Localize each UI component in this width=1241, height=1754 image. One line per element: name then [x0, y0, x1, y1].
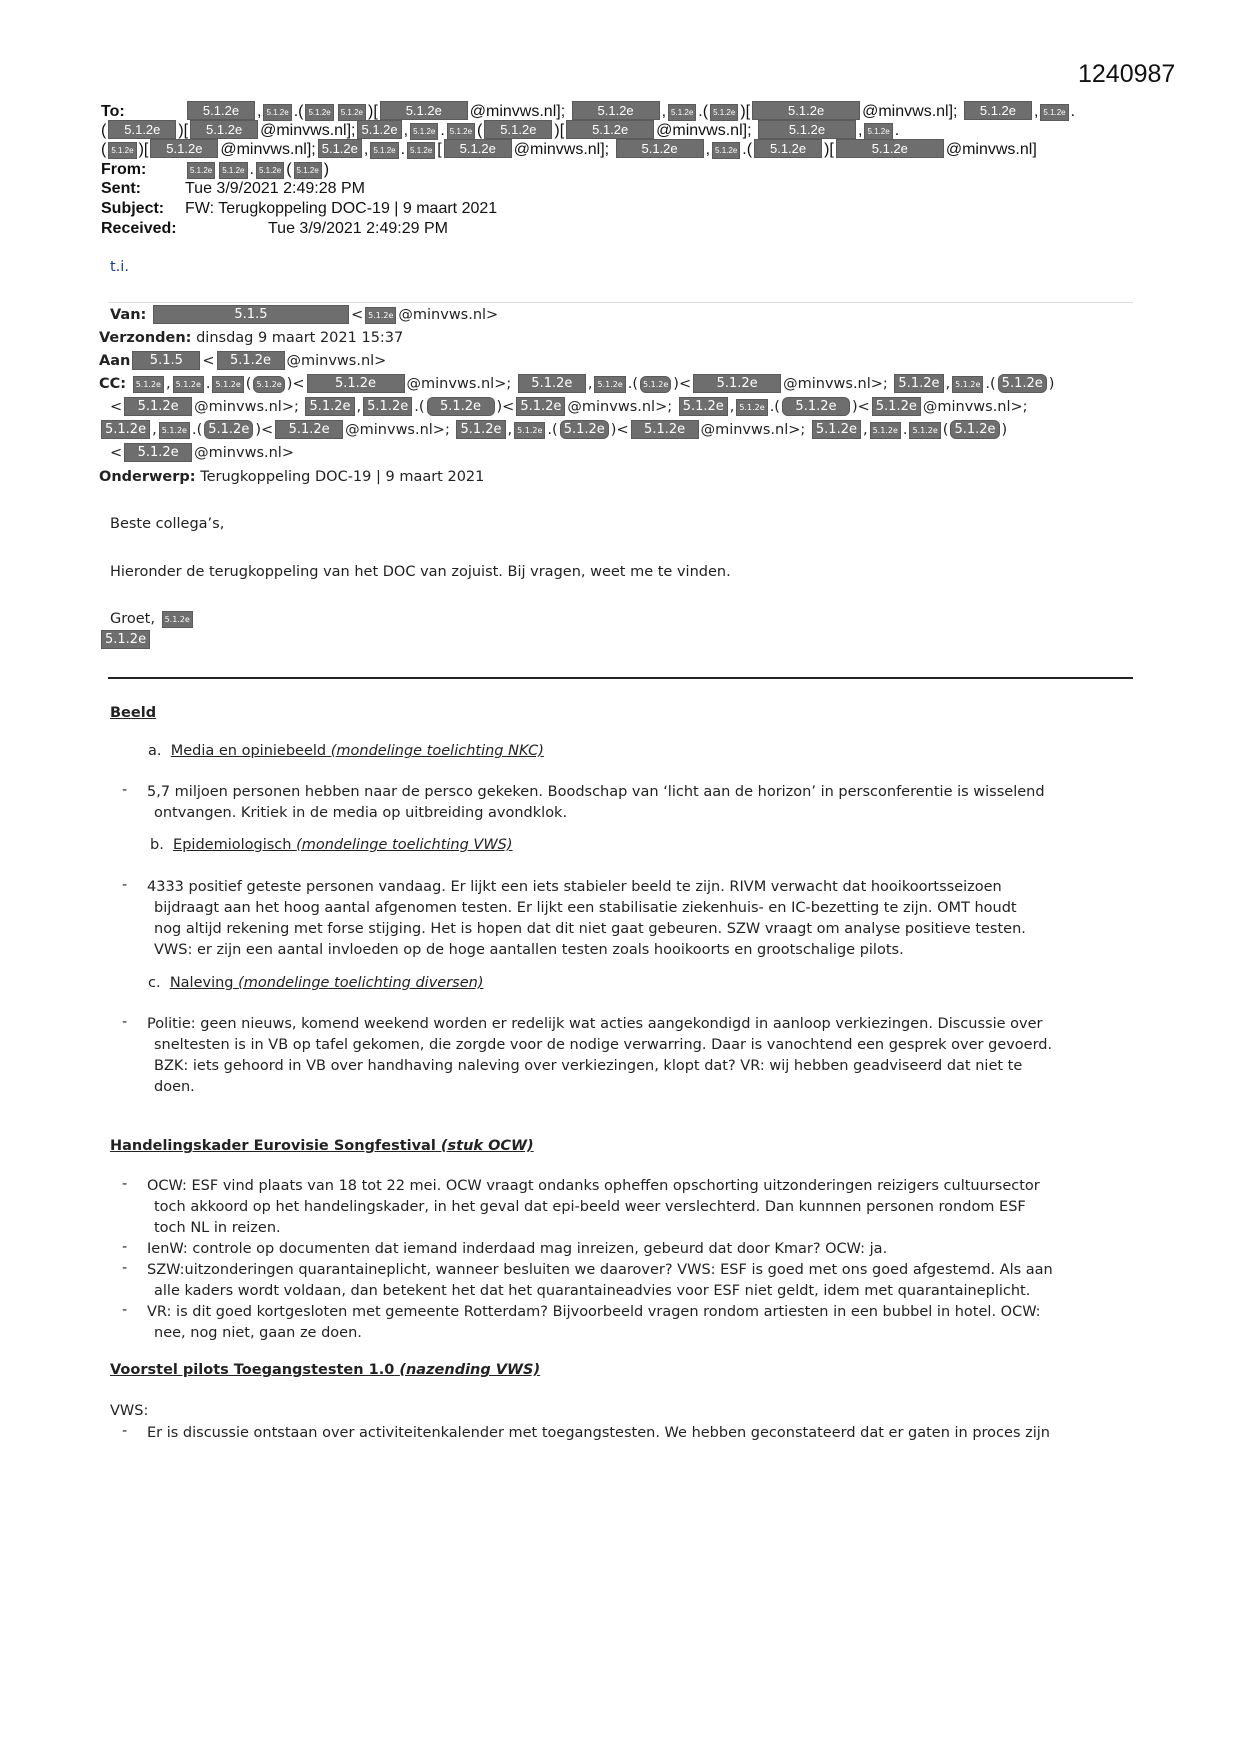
- separator: [108, 302, 1133, 303]
- subsection-b: [150, 837, 513, 853]
- sent-label: Sent:: [101, 180, 141, 197]
- subsection-letter: c.: [148, 975, 161, 991]
- cc-line-1: CC: 5.1.2e , 5.1.2e . 5.1.2e ( 5.1.2e )< 5.1.2e @minvws.nl>; 5.1.2e , 5.1.2e .( 5.1.2e )< 5.1.2e @minvws.nl>; 5.1.2e , 5.1.2e .( 5.1.2e ): [99, 376, 1055, 392]
- redaction: 5.1.2e: [812, 420, 861, 439]
- document-number: 1240987: [1078, 60, 1176, 88]
- subsection-note: (mondelinge toelichting NKC): [330, 743, 544, 759]
- to-line-1: To: 5.1.2e , 5.1.2e .( 5.1.2e 5.1.2e )[ 5.1.2e @minvws.nl]; 5.1.2e , 5.1.2e .( 5.1.2e )[ 5.1.2e @minvws.nl]; 5.1.2e , 5.1.2e .: [101, 103, 1076, 120]
- received-value: Tue 3/9/2021 2:49:29 PM: [268, 220, 448, 237]
- redaction: 5.1.2e: [572, 101, 660, 120]
- redaction: 5.1.5: [132, 351, 200, 370]
- pilots-lead: VWS:: [110, 1403, 149, 1419]
- section-note: (nazending VWS): [399, 1362, 541, 1378]
- cc-domain: @minvws.nl>;: [406, 376, 512, 392]
- bullet-pilots: [147, 1423, 1050, 1444]
- redaction: 5.1.2e: [712, 142, 740, 159]
- bullet-media: [147, 782, 1045, 824]
- redaction: 5.1.2e: [253, 376, 284, 393]
- section-title-pilots: [110, 1362, 540, 1378]
- subsection-note: (mondelinge toelichting diversen): [238, 975, 484, 991]
- bullet-esf-szw: [147, 1260, 1053, 1302]
- email-domain: @minvws.nl];: [656, 122, 752, 139]
- redaction: 5.1.2e: [219, 162, 247, 179]
- redaction: 5.1.2e: [758, 120, 856, 139]
- subject-label: Subject:: [101, 200, 165, 217]
- bullet-line: sneltesten is in VB op tafel gekomen, die zorgde voor de nodige verwarring. Daar is vanochtend een gesprek over gevoerd.: [154, 1037, 1053, 1053]
- verzonden-label: Verzonden:: [99, 330, 192, 346]
- bullet-dash: -: [122, 1302, 128, 1318]
- bullet-line: 5,7 miljoen personen hebben naar de persco gekeken. Boodschap van ‘licht aan de horizon’ in persconferentie is wisselend: [147, 784, 1045, 800]
- redaction: 5.1.2e: [736, 399, 767, 416]
- bullet-line: Er is discussie ontstaan over activiteitenkalender met toegangstesten. We hebben geconstateerd dat er gaten in proces zijn: [147, 1425, 1050, 1441]
- horizontal-rule: [108, 677, 1133, 679]
- redaction: 5.1.2e: [108, 120, 176, 139]
- section-title-beeld: Beeld: [110, 705, 157, 721]
- to-label: To:: [101, 103, 125, 120]
- bullet-line: 4333 positief geteste personen vandaag. Er lijkt een iets stabieler beeld te zijn. RIVM verwacht dat hooikoortsseizoen: [147, 879, 1002, 895]
- subsection-title: Epidemiologisch: [173, 837, 292, 853]
- redaction: 5.1.2e: [407, 142, 435, 159]
- cc-domain: @minvws.nl>;: [194, 399, 299, 415]
- redaction: 5.1.2e: [318, 139, 362, 158]
- from-line: From: 5.1.2e 5.1.2e . 5.1.2e ( 5.1.2e ): [101, 161, 330, 178]
- redaction: 5.1.2e: [124, 443, 192, 462]
- redaction: 5.1.2e: [263, 104, 291, 121]
- bullet-dash: -: [122, 782, 128, 798]
- subject-value: FW: Terugkoppeling DOC-19 | 9 maart 2021: [185, 200, 498, 217]
- redaction: 5.1.2e: [357, 120, 401, 139]
- redaction: 5.1.2e: [124, 397, 192, 416]
- signature-redaction: [99, 630, 152, 651]
- redaction: 5.1.2e: [752, 101, 860, 120]
- redaction: 5.1.2e: [679, 397, 728, 416]
- redaction: 5.1.2e: [162, 611, 193, 628]
- section-title: Handelingskader Eurovisie Songfestival: [110, 1138, 436, 1154]
- redaction: 5.1.2e: [101, 420, 150, 439]
- bullet-line: VR: is dit goed kortgesloten met gemeente Rotterdam? Bijvoorbeeld vragen rondom artiesten in een bubbel in hotel. OCW:: [147, 1304, 1041, 1320]
- redaction: 5.1.2e: [1040, 104, 1068, 121]
- redaction: 5.1.2e: [338, 104, 366, 121]
- redaction: 5.1.2e: [710, 104, 738, 121]
- redaction: 5.1.2e: [305, 104, 333, 121]
- redaction: 5.1.2e: [998, 374, 1047, 393]
- van-label: Van:: [110, 307, 147, 323]
- redaction: 5.1.2e: [484, 120, 552, 139]
- verzonden-value: dinsdag 9 maart 2021 15:37: [196, 330, 404, 346]
- forward-note: t.i.: [110, 259, 129, 275]
- aan-label: Aan: [99, 353, 131, 369]
- email-domain: @minvws.nl];: [469, 103, 566, 120]
- bullet-esf-vr: [147, 1302, 1041, 1344]
- redaction: 5.1.2e: [187, 162, 215, 179]
- redaction: 5.1.2e: [294, 162, 322, 179]
- subsection-note: (mondelinge toelichting VWS): [296, 837, 513, 853]
- bullet-line: toch NL in reizen.: [154, 1220, 281, 1236]
- redaction: 5.1.2e: [427, 397, 495, 416]
- redaction: 5.1.2e: [173, 376, 204, 393]
- redaction: 5.1.2e: [204, 420, 253, 439]
- redaction: 5.1.2e: [101, 630, 150, 649]
- bullet-dash: -: [122, 1260, 128, 1276]
- bullet-line: SZW:uitzonderingen quarantaineplicht, wanneer besluiten we daarover? VWS: ESF is goed met ons goed afgestemd. Als aan: [147, 1262, 1053, 1278]
- redaction: 5.1.2e: [964, 101, 1032, 120]
- cc-line-2: < 5.1.2e @minvws.nl>; 5.1.2e , 5.1.2e .( 5.1.2e )< 5.1.2e @minvws.nl>; 5.1.2e , 5.1.2e .( 5.1.2e )< 5.1.2e @minvws.nl>;: [110, 399, 1028, 415]
- email-domain: @minvws.nl]: [945, 141, 1037, 158]
- redaction: 5.1.2e: [108, 142, 136, 159]
- to-line-3: ( 5.1.2e )[ 5.1.2e @minvws.nl]; 5.1.2e , 5.1.2e . 5.1.2e [ 5.1.2e @minvws.nl]; 5.1.2e , 5.1.2e .( 5.1.2e )[ 5.1.2e @minvws.nl]: [101, 141, 1037, 158]
- to-line-2: ( 5.1.2e )[ 5.1.2e @minvws.nl]; 5.1.2e , 5.1.2e . 5.1.2e ( 5.1.2e )[ 5.1.2e @minvws.nl]; 5.1.2e , 5.1.2e .: [101, 122, 900, 139]
- received-label: Received:: [101, 220, 177, 237]
- bullet-naleving: [147, 1014, 1052, 1098]
- section-note: (stuk OCW): [440, 1138, 534, 1154]
- van-domain: @minvws.nl>: [398, 307, 499, 323]
- bullet-line: alle kaders wordt voldaan, dan betekent het dat het quarantaineadvies voor ESF niet geldt, idem met quarantaineplicht.: [154, 1283, 1031, 1299]
- redaction: 5.1.2e: [566, 120, 654, 139]
- aan-line: Aan 5.1.5 < 5.1.2e @minvws.nl>: [99, 353, 387, 369]
- redaction: 5.1.2e: [365, 307, 396, 324]
- cc-line-4: < 5.1.2e @minvws.nl>: [110, 445, 294, 461]
- bullet-esf-ienw: [147, 1239, 887, 1260]
- cc-domain: @minvws.nl>: [194, 445, 294, 461]
- closing-line: [110, 609, 195, 630]
- redaction: 5.1.2e: [190, 120, 258, 139]
- redaction: 5.1.2e: [133, 376, 164, 393]
- redaction: 5.1.2e: [836, 139, 944, 158]
- redaction: 5.1.2e: [307, 374, 405, 393]
- bullet-esf-ocw: [147, 1176, 1040, 1239]
- bullet-dash: -: [122, 1239, 128, 1255]
- cc-domain: @minvws.nl>;: [922, 399, 1028, 415]
- email-domain: @minvws.nl];: [513, 141, 610, 158]
- redaction: 5.1.2e: [456, 420, 505, 439]
- closing: Groet,: [110, 611, 155, 627]
- redaction: 5.1.2e: [782, 397, 850, 416]
- bullet-line: nee, nog niet, gaan ze doen.: [154, 1325, 362, 1341]
- bullet-line: VWS: er zijn een aantal invloeden op de hoge aantallen testen zoals hooikoorts en grootschalige pilots.: [154, 942, 904, 958]
- redaction: 5.1.2e: [754, 139, 822, 158]
- intro-text: Hieronder de terugkoppeling van het DOC van zojuist. Bij vragen, weet me te vinden.: [110, 564, 731, 580]
- cc-domain: @minvws.nl>;: [700, 422, 806, 438]
- verzonden-line: [99, 328, 403, 349]
- redaction: 5.1.2e: [894, 374, 943, 393]
- redaction: 5.1.2e: [370, 142, 398, 159]
- subsection-a: [148, 743, 544, 759]
- cc-domain: @minvws.nl>;: [567, 399, 673, 415]
- redaction: 5.1.2e: [187, 101, 255, 120]
- bullet-dash: -: [122, 1014, 128, 1030]
- subsection-title: Naleving: [169, 975, 234, 991]
- bullet-line: IenW: controle op documenten dat iemand inderdaad mag inreizen, gebeurd dat door Kmar? OCW: ja.: [147, 1241, 888, 1257]
- bullet-epi: [147, 877, 1026, 961]
- redaction: 5.1.2e: [518, 374, 586, 393]
- bullet-line: doen.: [154, 1079, 195, 1095]
- redaction: 5.1.2e: [872, 397, 921, 416]
- redaction: 5.1.2e: [217, 351, 285, 370]
- redaction: 5.1.2e: [159, 422, 190, 439]
- bullet-dash: -: [122, 1176, 128, 1192]
- bullet-line: OCW: ESF vind plaats van 18 tot 22 mei. OCW vraagt ondanks opheffen opschorting uitzonderingen reizigers cultuursector: [147, 1178, 1040, 1194]
- onderwerp-label: Onderwerp:: [99, 469, 196, 485]
- bullet-line: Politie: geen nieuws, komend weekend worden er redelijk wat acties aangekondigd in aanloop verkiezingen. Discussie over: [147, 1016, 1043, 1032]
- redaction: 5.1.2e: [212, 376, 243, 393]
- received-line: [101, 219, 448, 238]
- sent-value: Tue 3/9/2021 2:49:28 PM: [185, 180, 365, 197]
- bullet-dash: -: [122, 1423, 128, 1439]
- bullet-dash: -: [122, 877, 128, 893]
- cc-line-3: 5.1.2e , 5.1.2e .( 5.1.2e )< 5.1.2e @minvws.nl>; 5.1.2e , 5.1.2e .( 5.1.2e )< 5.1.2e @minvws.nl>; 5.1.2e , 5.1.2e . 5.1.2e ( 5.1.2e ): [99, 420, 1007, 441]
- redaction: 5.1.2e: [380, 101, 468, 120]
- bullet-line: bijdraagt aan het hoog aantal afgenomen testen. Er lijkt een stabilisatie ziekenhuis- en IC-bezetting te zijn. OMT houdt: [154, 900, 1017, 916]
- redaction: 5.1.2e: [447, 123, 475, 140]
- subsection-c: [148, 975, 484, 991]
- sent-line: [101, 179, 365, 198]
- bullet-line: toch akkoord op het handelingskader, in het geval dat epi-beeld weer verslechterd. Dan kunnnen personen rondom ESF: [154, 1199, 1026, 1215]
- redaction: 5.1.2e: [560, 420, 609, 439]
- redaction: 5.1.2e: [693, 374, 781, 393]
- subsection-letter: b.: [150, 837, 164, 853]
- redaction: 5.1.2e: [275, 420, 343, 439]
- redaction: 5.1.2e: [305, 397, 354, 416]
- redaction: 5.1.2e: [668, 104, 696, 121]
- redaction: 5.1.2e: [870, 422, 901, 439]
- redaction: 5.1.2e: [256, 162, 284, 179]
- redaction: 5.1.2e: [363, 397, 412, 416]
- cc-domain: @minvws.nl>;: [783, 376, 888, 392]
- subsection-letter: a.: [148, 743, 162, 759]
- greeting: Beste collega’s,: [110, 516, 225, 532]
- from-label: From:: [101, 161, 147, 178]
- redaction: 5.1.2e: [909, 422, 940, 439]
- cc-label: CC:: [99, 376, 127, 392]
- redaction: 5.1.2e: [631, 420, 699, 439]
- redaction: 5.1.2e: [444, 139, 512, 158]
- redaction: 5.1.5: [153, 305, 349, 324]
- section-title: Voorstel pilots Toegangstesten 1.0: [110, 1362, 395, 1378]
- redaction: 5.1.2e: [952, 376, 983, 393]
- bullet-line: nog altijd rekening met forse stijging. Het is hopen dat dit niet gaat gebeuren. SZW vraagt om analyse positieve testen.: [154, 921, 1026, 937]
- cc-domain: @minvws.nl>;: [345, 422, 450, 438]
- aan-domain: @minvws.nl>: [286, 353, 387, 369]
- redaction: 5.1.2e: [864, 123, 892, 140]
- redaction: 5.1.2e: [616, 139, 704, 158]
- email-domain: @minvws.nl];: [220, 141, 316, 158]
- section-title-esf: [110, 1138, 534, 1154]
- redaction: 5.1.2e: [594, 376, 625, 393]
- redaction: 5.1.2e: [410, 123, 438, 140]
- redaction: 5.1.2e: [950, 420, 999, 439]
- bullet-line: BZK: iets gehoord in VB over handhaving naleving over verkiezingen, klopt dat? VR: wij hebben geadviseerd dat niet te: [154, 1058, 1023, 1074]
- redaction: 5.1.2e: [514, 422, 545, 439]
- subsection-title: Media en opiniebeeld: [170, 743, 327, 759]
- bullet-line: ontvangen. Kritiek in de media op uitbreiding avondklok.: [154, 805, 568, 821]
- onderwerp-line: [99, 467, 484, 488]
- van-line: Van: 5.1.5 < 5.1.2e @minvws.nl>: [110, 307, 499, 323]
- subject-line: [101, 199, 497, 218]
- redaction: 5.1.2e: [516, 397, 565, 416]
- email-domain: @minvws.nl];: [260, 122, 356, 139]
- email-domain: @minvws.nl];: [862, 103, 958, 120]
- redaction: 5.1.2e: [640, 376, 671, 393]
- redaction: 5.1.2e: [150, 139, 218, 158]
- onderwerp-value: Terugkoppeling DOC-19 | 9 maart 2021: [200, 469, 485, 485]
